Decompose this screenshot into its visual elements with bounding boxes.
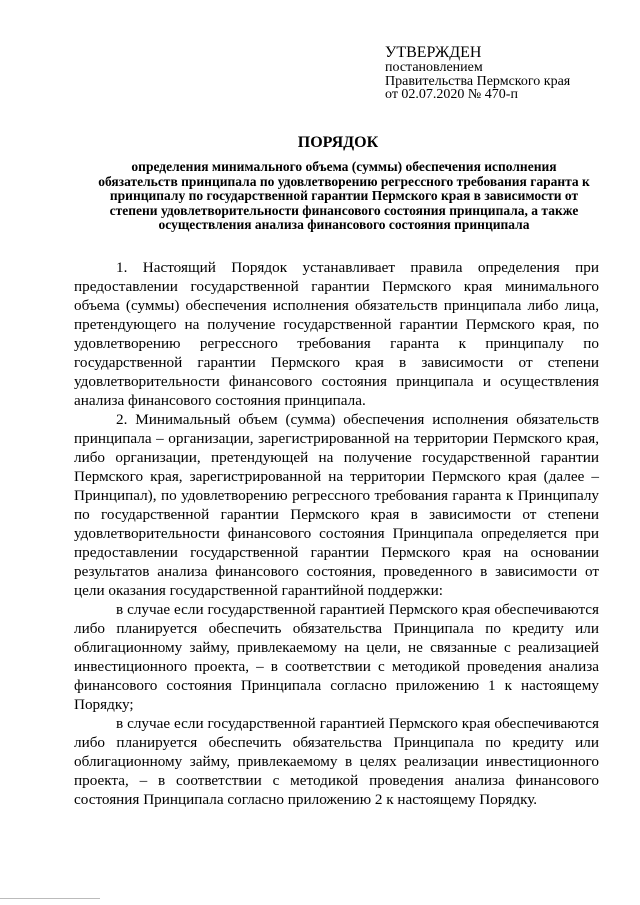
- paragraph-2: 2. Минимальный объем (сумма) обеспечения исполнения обязательств принципала – организации, зарегистрированной на территории Пермского края, либо организации, претендующей на получение государственной гарантии Пермского края, зарегистрированной на территории Пермского края (далее – Принципал), по удовлетворению регрессного требования гаранта к Принципалу по государственной гарантии Пермского края в зависимости от степени удовлетворительности финансового состояния Принципала определяется при предоставлении государственной гарантии Пермского края на основании результатов анализа финансового состояния, проведенного в зависимости от цели оказания государственной гарантийной поддержки:: [74, 411, 599, 599]
- document-body: [74, 258, 599, 809]
- approval-line-date-number: от 02.07.2020 № 470-п: [385, 87, 518, 102]
- approval-line-resolution: постановлением: [385, 60, 483, 75]
- approval-line-government: Правительства Пермского края: [385, 73, 571, 89]
- paragraph-4: в случае если государственной гарантией Пермского края обеспечиваются либо планируется обеспечить обязательства Принципала по кредиту или облигационному займу, привлекаемому в целях реализации инвестиционного проекта, – в соответствии с методикой проведения анализа финансового состояния Принципала согласно приложению 2 к настоящему Порядку.: [74, 715, 599, 808]
- document-subtitle: определения минимального объема (суммы) обеспечения исполнения обязательств принципала по удовлетворению регрессного требования гаранта к принципалу по государственной гарантии Пермского края в зависимости от степени удовлетворительности финансового состояния принципала, а также осуществления анализа финансового состояния принципала: [98, 159, 590, 232]
- paragraph-3: в случае если государственной гарантией Пермского края обеспечиваются либо планируется обеспечить обязательства Принципала по кредиту или облигационному займу, привлекаемому на цели, не связанные с реализацией инвестиционного проекта, – в соответствии с методикой проведения анализа финансового состояния Принципала согласно приложению 1 к настоящему Порядку;: [74, 601, 599, 713]
- footer-divider: [0, 898, 100, 899]
- document-title: ПОРЯДОК: [297, 134, 379, 151]
- approval-heading: УТВЕРЖДЕН: [385, 44, 482, 61]
- paragraph-1: 1. Настоящий Порядок устанавливает правила определения при предоставлении государственной гарантии Пермского края минимального объема (суммы) обеспечения исполнения обязательств принципала либо лица, претендующего на получение государственной гарантии Пермского края, по удовлетворению регрессного требования гаранта к принципалу по государственной гарантии Пермского края в зависимости от степени удовлетворительности финансового состояния принципала и осуществления анализа финансового состояния принципала.: [74, 259, 599, 409]
- approval-stamp: [385, 44, 570, 102]
